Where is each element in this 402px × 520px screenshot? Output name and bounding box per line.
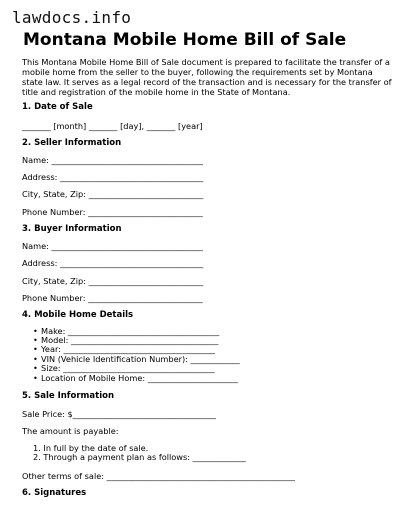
section-heading-seller: 2. Seller Information (22, 138, 122, 148)
detail-size-item: • Size: _____________________________________ (33, 363, 215, 373)
sale-price-field: Sale Price: $___________________________________ (22, 409, 216, 419)
seller-city-field: City, State, Zip: ____________________________ (22, 189, 204, 199)
date-of-sale-line: _______ [month] _______ [day], _______ [year] (22, 121, 203, 131)
seller-address-field: Address: ___________________________________ (22, 172, 204, 182)
bullet-icon: • (33, 335, 38, 345)
bullet-icon: • (33, 326, 38, 336)
bullet-icon: • (33, 363, 38, 373)
detail-model-item: • Model: ____________________________________ (33, 335, 219, 345)
detail-year-item: • Year: _____________________________________ (33, 344, 216, 354)
section-heading-signatures: 6. Signatures (22, 488, 87, 498)
detail-vin-item: • VIN (Vehicle Identification Number): ____________ (33, 354, 240, 364)
seller-name-field: Name: _____________________________________ (22, 155, 203, 165)
section-heading-sale-information: 5. Sale Information (22, 391, 115, 401)
other-terms-field: Other terms of sale: ______________________________________________ (22, 471, 295, 481)
section-heading-date-of-sale: 1. Date of Sale (22, 102, 93, 112)
buyer-phone-field: Phone Number: ____________________________ (22, 293, 203, 303)
document-title: Montana Mobile Home Bill of Sale (23, 30, 347, 50)
site-watermark: lawdocs.info (12, 8, 132, 27)
buyer-name-field: Name: _____________________________________ (22, 241, 203, 251)
seller-phone-field: Phone Number: ____________________________ (22, 207, 203, 217)
detail-make-item: • Make: _____________________________________ (33, 326, 220, 336)
payable-label: The amount is payable: (22, 426, 119, 436)
payment-option-full: 1. In full by the date of sale. (33, 443, 149, 453)
buyer-city-field: City, State, Zip: ____________________________ (22, 276, 204, 286)
section-heading-mobile-home: 4. Mobile Home Details (22, 310, 134, 320)
bullet-icon: • (33, 344, 38, 354)
bullet-icon: • (33, 354, 38, 364)
bullet-icon: • (33, 373, 38, 383)
section-heading-buyer: 3. Buyer Information (22, 224, 122, 234)
intro-paragraph: This Montana Mobile Home Bill of Sale document is prepared to facilitate the transfer of a mobile home from the seller to the buyer, following the requirements set by Montana state law. It serves as a legal record of the transaction and is necessary for the transfer of title and registration of the mobile home in the State of Montana. (22, 57, 392, 97)
buyer-address-field: Address: ___________________________________ (22, 258, 204, 268)
detail-location-item: • Location of Mobile Home: ______________________ (33, 373, 238, 383)
payment-option-plan: 2. Through a payment plan as follows: _____________ (33, 452, 246, 462)
